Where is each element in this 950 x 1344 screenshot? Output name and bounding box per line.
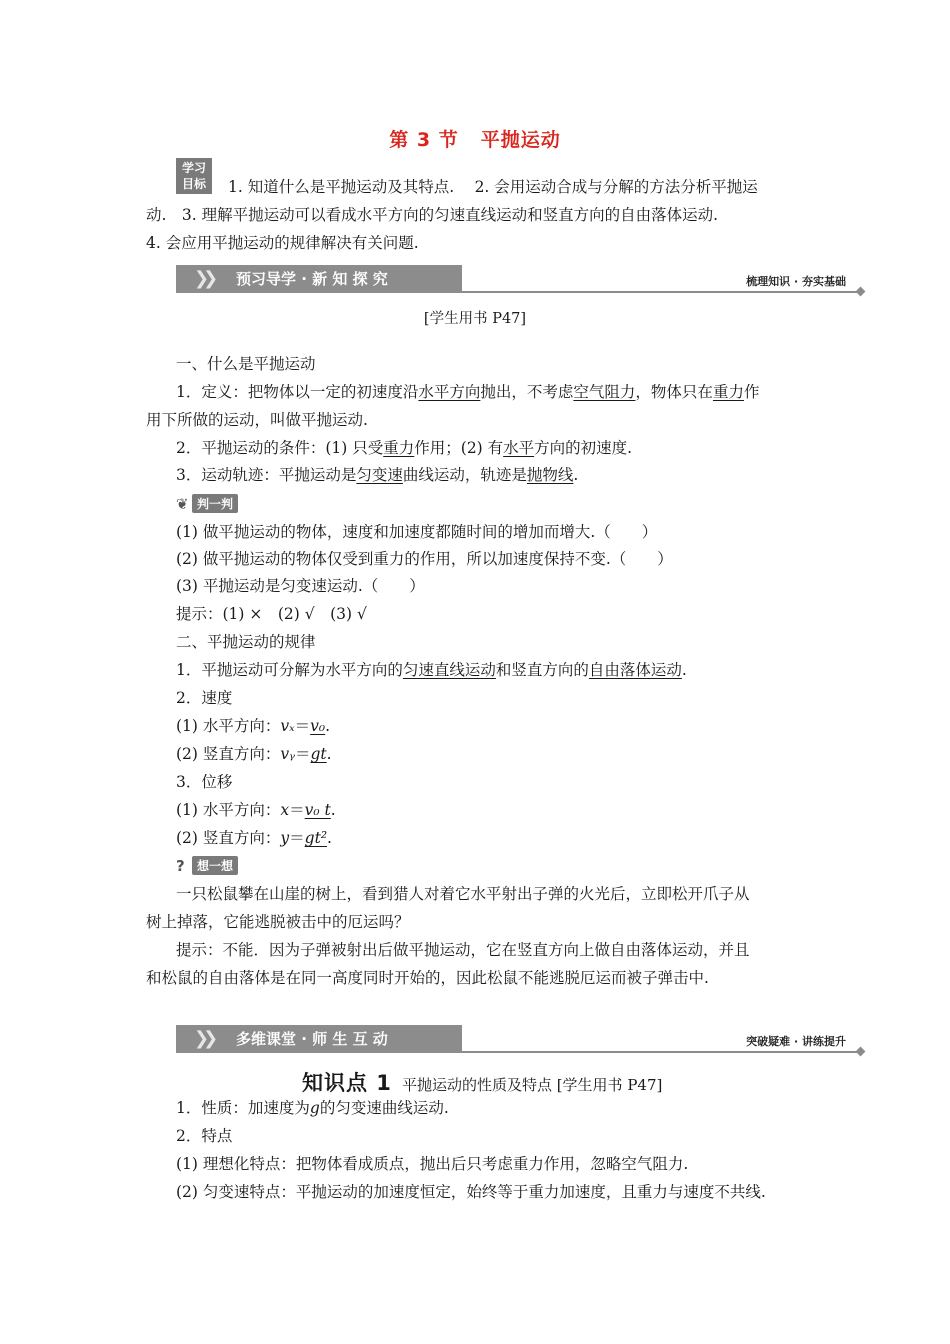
diamond-icon: [856, 1047, 866, 1057]
displacement-heading: 3．位移: [176, 773, 233, 791]
displacement-y-line: (2) 竖直方向：y＝gt².: [176, 829, 332, 847]
banner-title: 预习导学 · 新 知 探 究: [236, 270, 388, 288]
condition-line: 2．平抛运动的条件：(1) 只受重力作用；(2) 有水平方向的初速度.: [176, 439, 633, 457]
chevron-icon: ❯❯: [194, 268, 213, 289]
learning-goals-badge: 学习 目标: [176, 158, 212, 194]
think-question-line-2: 树上掉落，它能逃脱被击中的厄运吗？: [146, 913, 410, 931]
leaf-icon: ❦: [176, 494, 189, 513]
goals-line-3: 4. 会应用平抛运动的规律解决有关问题.: [146, 234, 419, 252]
velocity-heading: 2．速度: [176, 689, 233, 707]
book-reference: [学生用书 P47]: [423, 311, 527, 327]
judge-question-3: (3) 平抛运动是匀变速运动.（ ）: [176, 577, 425, 595]
definition-line-2: 用下所做的运动，叫做平抛运动.: [146, 411, 368, 429]
velocity-x-line: (1) 水平方向：vₓ＝v₀.: [176, 717, 331, 735]
think-tag: ? 想一想: [176, 856, 238, 876]
diamond-icon: [856, 287, 866, 297]
think-question-line-1: 一只松鼠攀在山崖的树上，看到猎人对着它水平射出子弹的火光后，立即松开爪子从: [176, 885, 750, 903]
chevron-icon: ❯❯: [194, 1028, 213, 1049]
banner-subtitle: 突破疑难 · 讲练提升: [746, 1035, 846, 1048]
judge-tag: ❦ 判一判: [176, 494, 238, 514]
banner-title: 多维课堂 · 师 生 互 动: [236, 1030, 388, 1048]
features-heading: 2．特点: [176, 1127, 233, 1145]
goals-line-2: 动. 3. 理解平抛运动可以看成水平方向的匀速直线运动和竖直方向的自由落体运动.: [146, 206, 719, 224]
heading-what-is: 一、什么是平抛运动: [176, 355, 316, 373]
nature-line: 1．性质：加速度为g的匀变速曲线运动.: [176, 1099, 449, 1117]
goals-line-1: 1. 知道什么是平抛运动及其特点. 2. 会用运动合成与分解的方法分析平抛运: [228, 178, 758, 196]
knowledge-point-number: 知识点 1: [302, 1071, 392, 1095]
think-answer-line-2: 和松鼠的自由落体是在同一高度同时开始的，因此松鼠不能逃脱厄运而被子弹击中.: [146, 969, 709, 987]
feature-2: (2) 匀变速特点：平抛运动的加速度恒定，始终等于重力加速度，且重力与速度不共线.: [176, 1183, 766, 1201]
velocity-y-line: (2) 竖直方向：vᵧ＝gt.: [176, 745, 332, 763]
question-icon: ?: [176, 856, 185, 875]
heading-rules: 二、平抛运动的规律: [176, 633, 316, 651]
decomposition-line: 1．平抛运动可分解为水平方向的匀速直线运动和竖直方向的自由落体运动.: [176, 661, 687, 679]
definition-line-1: 1．定义：把物体以一定的初速度沿水平方向抛出，不考虑空气阻力，物体只在重力作: [176, 383, 760, 401]
section-name: 平抛运动: [480, 129, 561, 151]
section-banner-preview: [176, 265, 866, 293]
banner-subtitle: 梳理知识 · 夯实基础: [746, 275, 846, 288]
section-number: 第 3 节: [389, 129, 459, 151]
page-title: [0, 125, 950, 152]
trajectory-line: 3．运动轨迹：平抛运动是匀变速曲线运动，轨迹是抛物线.: [176, 466, 579, 484]
knowledge-point-heading: [302, 1067, 662, 1097]
judge-question-2: (2) 做平抛运动的物体仅受到重力的作用，所以加速度保持不变.（ ）: [176, 550, 673, 568]
feature-1: (1) 理想化特点：把物体看成质点，抛出后只考虑重力作用，忽略空气阻力.: [176, 1155, 689, 1173]
section-banner-classroom: [176, 1025, 866, 1053]
knowledge-point-title: 平抛运动的性质及特点 [学生用书 P47]: [401, 1076, 663, 1094]
think-answer-line-1: 提示：不能．因为子弹被射出后做平抛运动，它在竖直方向上做自由落体运动，并且: [176, 941, 750, 959]
displacement-x-line: (1) 水平方向：x＝v₀ t.: [176, 801, 336, 819]
judge-hint: 提示：(1) × (2) √ (3) √: [176, 605, 367, 623]
judge-question-1: (1) 做平抛运动的物体，速度和加速度都随时间的增加而增大.（ ）: [176, 523, 658, 541]
